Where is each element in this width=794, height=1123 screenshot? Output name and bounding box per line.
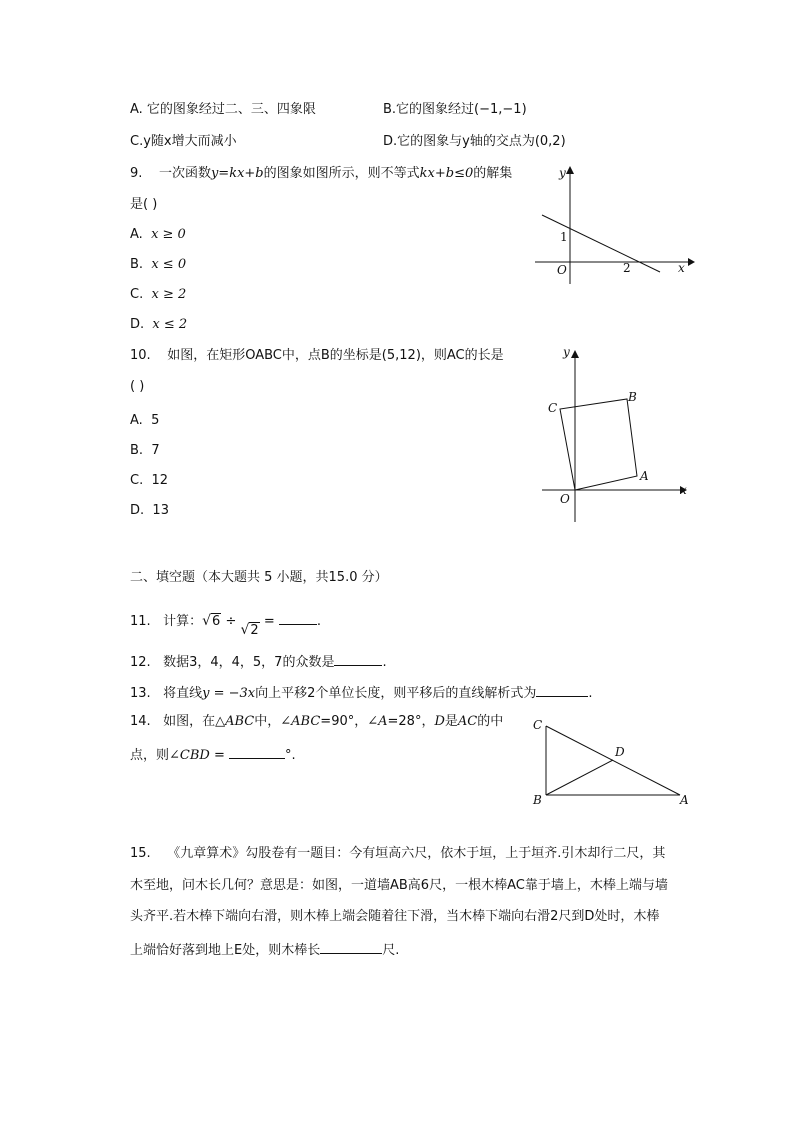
q10-point-a: A [640,469,649,483]
q10-option-b-value: 7 [151,443,160,458]
q9-option-a-value: x ≥ 0 [151,227,186,242]
q15-line4-b: 尺. [382,943,400,958]
section2-title: 二、填空题（本大题共 5 小题，共15.0 分） [130,570,388,585]
q10-option-c-label: C. [130,473,144,488]
q13-answer-blank[interactable] [536,683,588,697]
q14-point-c: C [533,718,543,732]
q14-point-d-text: D [434,714,445,729]
q9-option-c-value: x ≥ 2 [151,287,187,302]
q11-stem [130,611,321,641]
q15-line2: 木至地，问木长几何？意思是：如图，一道墙AB高6尺，一根木棒AC靠于墙上，木棒上端与墙 [130,878,668,893]
q14-stem-d: 的中 [477,714,504,729]
q9-option-b-value: x ≤ 0 [151,257,187,272]
q10-point-o: O [560,492,570,506]
q9-option-b-label: B. [130,257,144,272]
q9-x-intercept-label: 2 [623,261,631,275]
q9-option-d [130,316,187,334]
q10-option-c [130,472,168,490]
q11-sqrt-6 [202,612,221,631]
q9-y-intercept-label: 1 [560,230,568,244]
q10-option-c-value: 12 [151,473,169,488]
q14-figure [525,712,700,812]
q15-line4 [130,940,399,960]
q11-radical-icon: √ [202,613,212,629]
q14-stem [130,713,503,731]
q15-number: 15. [130,846,151,861]
q11-equals: = [263,614,275,629]
q10-option-d-label: D. [130,503,145,518]
q10-number: 10. [130,348,151,363]
q8-option-c: C.y随x增大而减小 [130,134,237,149]
q10-option-d-value: 13 [152,503,169,518]
q11-answer-blank[interactable] [279,611,317,625]
q13-end: . [588,686,593,701]
q14-segment-ac: AC [457,714,478,729]
q14-angle-abc: ∠ABC [280,714,321,729]
q8-option-a: A. 它的图象经过二、三、四象限 [130,102,316,117]
q10-option-d [130,502,169,520]
q9-x-label: x [678,261,685,275]
q12-number: 12. [130,655,151,670]
q12-stem-text: 数据3，4，4，5，7的众数是 [163,655,335,670]
q14-triangle: △ABC [215,714,255,729]
q9-stem-a: 一次函数 [158,166,211,181]
q11-radicand-2: 2 [250,623,259,638]
q13-number: 13. [130,686,151,701]
q14-number: 14. [130,714,151,729]
q14-end: °. [285,748,296,763]
q9-option-d-label: D. [130,317,145,332]
q15-line1 [130,845,665,863]
q9-origin-label: O [557,263,567,277]
q12-end: . [382,655,387,670]
q14-segment-bd [546,760,613,795]
q9-option-b [130,256,186,274]
q10-option-a-label: A. [130,413,143,428]
q13-stem-a: 将直线 [163,686,203,701]
q10-option-b-label: B. [130,443,144,458]
q10-option-b [130,442,160,460]
q9-x-arrow-icon [688,258,695,266]
q14-stem-line2 [130,745,296,765]
q9-option-c [130,286,186,304]
q10-point-b: B [628,390,637,404]
q8-option-d: D.它的图象与y轴的交点为(0,2) [383,134,566,149]
q14-stem-c: 是 [444,714,458,729]
q14-angle-cbd: ∠CBD [169,748,210,763]
q9-option-d-value: x ≤ 2 [152,317,188,332]
q9-stem-line2: 是( ) [130,197,158,212]
q10-option-a-value: 5 [151,413,160,428]
q9-option-a-label: A. [130,227,143,242]
q14-stem-b: 中， [254,714,281,729]
q9-stem [130,165,512,183]
q10-option-a [130,412,159,430]
q14-point-d: D [615,745,625,759]
q15-line4-a: 上端恰好落到地上E处，则木棒长 [130,943,321,958]
q10-point-c: C [548,401,558,415]
q13-stem [130,683,593,703]
q14-line2-a: 点，则 [130,748,170,763]
q9-y-label: y [559,166,566,180]
q14-point-b: B [533,793,542,807]
q14-stem-a: 如图，在 [163,714,216,729]
q10-stem-line2: ( ) [130,379,145,394]
q14-value-2: =28°， [387,714,435,729]
q11-stem-text: 计算： [163,614,203,629]
q9-option-c-label: C. [130,287,144,302]
q9-stem-c: 的解集 [473,166,513,181]
q14-point-a: A [680,793,689,807]
q10-stem [130,347,504,365]
q9-figure [530,162,700,290]
q15-line3: 头齐平.若木棒下端向右滑，则木棒上端会随着往下滑，当木棒下端向右滑2尺到D处时，木棒 [130,909,660,924]
q14-answer-blank[interactable] [229,745,285,759]
q13-stem-b: 向上平移2个单位长度，则平移后的直线解析式为 [255,686,537,701]
q11-divide: ÷ [225,614,237,629]
q8-option-b: B.它的图象经过(−1,−1) [383,102,527,117]
q10-y-label: y [563,345,570,359]
q9-inequality: kx+b≤0 [419,166,474,181]
q10-x-label: x [680,483,687,497]
q9-formula: y=kx+b [210,166,264,181]
q13-formula: y = −3x [202,686,256,701]
q11-end: . [316,614,322,629]
q12-stem [130,652,387,672]
q10-figure [530,340,700,525]
q11-radicand-1: 6 [212,614,221,629]
q10-stem-text: 如图，在矩形OABC中，点B的坐标是(5,12)，则AC的长是 [167,348,504,363]
q9-y-arrow-icon [566,166,574,174]
q14-value-1: =90°， [320,714,368,729]
q9-stem-b: 的图象如图所示，则不等式 [263,166,420,181]
q12-answer-blank[interactable] [334,652,382,666]
q9-option-a [130,226,186,244]
q15-answer-blank[interactable] [320,940,382,954]
q14-angle-a: ∠A [367,714,388,729]
q15-line1-text: 《九章算术》勾股卷有一题目：今有垣高六尺，依木于垣，上于垣齐.引木却行二尺，其 [167,846,666,861]
q11-sqrt-2 [241,621,260,640]
q9-number: 9. [130,166,143,181]
q11-number: 11. [130,614,151,629]
q10-y-arrow-icon [571,350,579,358]
q11-radical-icon-2: √ [240,622,250,638]
q10-rectangle-oabc [560,399,637,490]
q14-line2-b: = [209,748,225,763]
